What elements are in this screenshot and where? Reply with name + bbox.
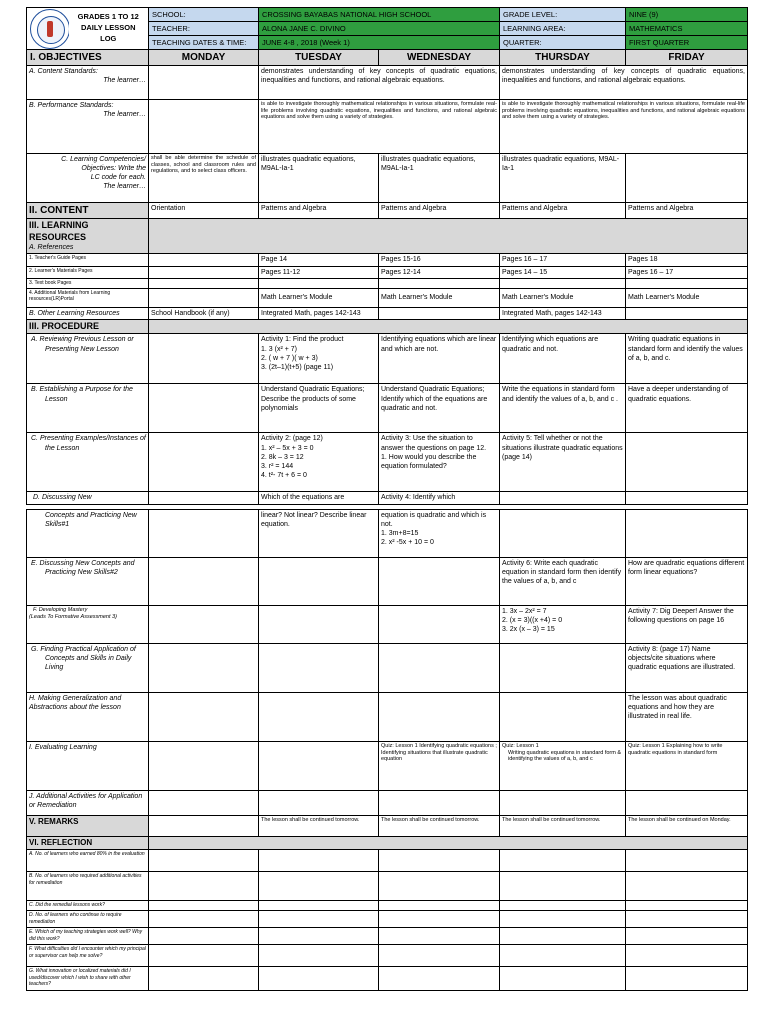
a-tue-line-1: Activity 1: Find the product [261, 336, 344, 344]
h-monday [149, 693, 259, 742]
other-friday [626, 307, 748, 319]
am-thursday: Math Learner's Module [500, 288, 626, 307]
ref-e-friday [626, 928, 748, 945]
ref-d-thursday [500, 911, 626, 928]
other-tuesday: Integrated Math, pages 142-143 [259, 307, 379, 319]
a-friday: Writing quadratic equations in standard form and identify the values of a, b, and c. [626, 334, 748, 384]
performance-standards-label [27, 100, 149, 154]
f-thu-line-2: 2. (x = 3)((x +4) = 0 [502, 617, 563, 625]
ref-d-friday [626, 911, 748, 928]
other-thursday: Integrated Math, pages 142-143 [500, 307, 626, 319]
other-resources-label: B. Other Learning Resources [27, 307, 149, 319]
perf-std-monday [149, 100, 259, 154]
e-friday: How are quadratic equations different form linear equations? [626, 558, 748, 606]
a-monday [149, 334, 259, 384]
ref-e-wednesday [379, 928, 500, 945]
resources-heading-span [149, 219, 748, 254]
ref-f-wednesday [379, 945, 500, 967]
evaluating-learning-label: I. Evaluating Learning [27, 742, 149, 791]
lc-thursday: illustrates quadratic equations, M9AL-Ia-1 [500, 154, 626, 203]
ref-c-wednesday [379, 901, 500, 911]
reflection-c-label: C. Did the remedial lessons work? [27, 901, 149, 911]
day-friday: FRIDAY [626, 50, 748, 66]
d-thursday-top [500, 492, 626, 504]
ref-d-tuesday [259, 911, 379, 928]
purpose-label: B. Establishing a Purpose for the Lesson [27, 384, 149, 433]
quarter-value: FIRST QUARTER [626, 36, 748, 50]
ref-d-wednesday [379, 911, 500, 928]
h-thursday [500, 693, 626, 742]
content-std-tue-wed: demonstrates understanding of key concepts of quadratic equations, inequalities and functions, and rational algebraic equations. [259, 66, 500, 100]
b-thursday: Write the equations in standard form and identify the values of a, b, and c . [500, 384, 626, 433]
teacher-label: TEACHER: [149, 22, 259, 36]
day-tuesday: TUESDAY [259, 50, 379, 66]
f-tuesday [259, 606, 379, 644]
d-thursday [500, 510, 626, 558]
lc-tuesday: illustrates quadratic equations, M9AL-Ia-1 [259, 154, 379, 203]
lc-label-line-3: LC code for each. [90, 174, 146, 182]
f-monday [149, 606, 259, 644]
ref-a-thursday [500, 850, 626, 872]
reflection-heading: VI. REFLECTION [27, 837, 149, 850]
deped-seal-icon [30, 9, 69, 49]
tb-tuesday [259, 278, 379, 288]
ref-c-monday [149, 901, 259, 911]
reflection-f-label: F. What difficulties did I encounter which my principal or supervisor can help me solve? [27, 945, 149, 967]
content-standards-label [27, 66, 149, 100]
d-monday [149, 510, 259, 558]
developing-mastery-title: F. Developing Mastery [33, 607, 88, 613]
content-monday: Orientation [149, 203, 259, 219]
developing-mastery-note: (Leads To Formative Assessment 3) [29, 614, 117, 621]
learning-competencies-label [27, 154, 149, 203]
other-wednesday [379, 307, 500, 319]
grade-value: NINE (9) [626, 8, 748, 22]
ref-e-tuesday [259, 928, 379, 945]
f-wednesday [379, 606, 500, 644]
lc-friday [626, 154, 748, 203]
dates-label: TEACHING DATES & TIME: [149, 36, 259, 50]
dll-title [69, 8, 149, 50]
e-monday [149, 558, 259, 606]
h-wednesday [379, 693, 500, 742]
references-label: A. References [29, 244, 74, 252]
area-label: LEARNING AREA: [500, 22, 626, 36]
learner-text: The learner… [103, 183, 146, 191]
f-friday: Activity 7: Dig Deeper! Answer the following questions on page 16 [626, 606, 748, 644]
g-tuesday [259, 644, 379, 693]
c-wednesday [379, 433, 500, 492]
i-friday: Quiz: Lesson 1 Explaining how to write quadratic equations in standard form [626, 742, 748, 791]
a-wednesday: Identifying equations which are linear and which are not. [379, 334, 500, 384]
developing-mastery-label [27, 606, 149, 644]
ref-e-thursday [500, 928, 626, 945]
lm-pages-label: 2. Learner's Materials Pages [27, 266, 149, 278]
reviewing-lesson-label: A. Reviewing Previous Lesson or Presenting New Lesson [27, 334, 149, 384]
c-tue-line-4: 3. r² = 144 [261, 462, 294, 470]
d-wed-line-1: equation is quadratic and which is not. [381, 512, 487, 529]
i-thu-line-1: Quiz: Lesson 1 [502, 743, 539, 749]
day-monday: MONDAY [149, 50, 259, 66]
e-thursday: Activity 6: Write each quadratic equation in standard form then identify the values of a, b, and c [500, 558, 626, 606]
title-line-2: DAILY LESSON [80, 23, 136, 33]
dll-main-table-page1 [26, 49, 748, 505]
c-tuesday [259, 433, 379, 492]
a-thursday: Identifying which equations are quadratic and not. [500, 334, 626, 384]
dll-header-table [26, 7, 748, 50]
tg-friday: Pages 18 [626, 254, 748, 266]
remarks-tuesday: The lesson shall be continued tomorrow. [259, 816, 379, 837]
resources-title: III. LEARNING RESOURCES [29, 220, 89, 242]
dll-main-table-page2 [26, 509, 748, 991]
g-wednesday [379, 644, 500, 693]
remarks-wednesday: The lesson shall be continued tomorrow. [379, 816, 500, 837]
tg-thursday: Pages 16 – 17 [500, 254, 626, 266]
perf-std-thu-fri: is able to investigate thoroughly mathematical relationships in various situations, formulate real-life problems involving quadratic equations, inequalities and functions, and rational algebraic equations and solve them using a variety of strategies. [500, 100, 748, 154]
j-thursday [500, 791, 626, 816]
c-tue-line-2: 1. x² – 5x + 3 = 0 [261, 444, 314, 452]
ref-f-tuesday [259, 945, 379, 967]
g-friday: Activity 8: (page 17) Name objects/cite situations where quadratic equations are illustrated. [626, 644, 748, 693]
textbook-pages-label: 3. Text book Pages [27, 278, 149, 288]
lm-monday [149, 266, 259, 278]
c-thursday: Activity 5: Tell whether or not the situations illustrate quadratic equations (page 14) [500, 433, 626, 492]
content-std-monday [149, 66, 259, 100]
i-thursday [500, 742, 626, 791]
reflection-heading-span [149, 837, 748, 850]
remarks-thursday: The lesson shall be continued tomorrow. [500, 816, 626, 837]
d-tuesday: linear? Not linear? Describe linear equation. [259, 510, 379, 558]
ref-a-tuesday [259, 850, 379, 872]
lc-monday: shall be able determine the schedule of classes, school and classroom rules and regulations, and to select class officers. [149, 154, 259, 203]
school-value: CROSSING BAYABAS NATIONAL HIGH SCHOOL [259, 8, 500, 22]
tb-wednesday [379, 278, 500, 288]
am-monday [149, 288, 259, 307]
j-friday [626, 791, 748, 816]
b-monday [149, 384, 259, 433]
tb-monday [149, 278, 259, 288]
deped-seal [27, 8, 69, 50]
a-tue-line-4: 3. (2t–1)(t+5) (page 11) [261, 363, 334, 371]
i-thu-line-2: Writing quadratic equations in standard form & identifying the values of a, b, and c [508, 749, 622, 763]
remarks-heading: V. REMARKS [27, 816, 149, 837]
day-thursday: THURSDAY [500, 50, 626, 66]
e-tuesday [259, 558, 379, 606]
ref-b-wednesday [379, 872, 500, 901]
tg-wednesday: Pages 15-16 [379, 254, 500, 266]
c-tue-line-1: Activity 2: (page 12) [261, 435, 323, 443]
tg-tuesday: Page 14 [259, 254, 379, 266]
additional-activities-label: J. Additional Activities for Application or Remediation [27, 791, 149, 816]
a-tue-line-2: 1. 3 (x² + 7) [261, 345, 297, 353]
content-std-thu-fri: demonstrates understanding of key concepts of quadratic equations, inequalities and functions, and rational algebraic equations. [500, 66, 748, 100]
practical-application-label: G. Finding Practical Application of Concepts and Skills in Daily Living [27, 644, 149, 693]
d-monday-top [149, 492, 259, 504]
remarks-friday: The lesson shall be continued on Monday. [626, 816, 748, 837]
reflection-a-label: A. No. of learners who earned 80% in the evaluation [27, 850, 149, 872]
content-tuesday: Patterns and Algebra [259, 203, 379, 219]
reflection-d-label: D. No. of learners who continue to require remediation [27, 911, 149, 928]
procedure-heading-span [149, 319, 748, 334]
lc-label-line-1: C. Learning Competencies/ [61, 156, 146, 163]
tb-friday [626, 278, 748, 288]
ref-b-thursday [500, 872, 626, 901]
resources-heading [27, 219, 149, 254]
a-tuesday [259, 334, 379, 384]
ref-g-tuesday [259, 967, 379, 991]
ref-c-thursday [500, 901, 626, 911]
am-wednesday: Math Learner's Module [379, 288, 500, 307]
performance-standards-title: B. Performance Standards: [29, 102, 114, 109]
ref-e-monday [149, 928, 259, 945]
area-value: MATHEMATICS [626, 22, 748, 36]
d-wed-line-2: 1. 3m+8=15 [381, 530, 419, 538]
other-monday: School Handbook (if any) [149, 307, 259, 319]
d-tuesday-top: Which of the equations are [259, 492, 379, 504]
teacher-value: ALONA JANE C. DIVINO [259, 22, 500, 36]
b-friday: Have a deeper understanding of quadratic equations. [626, 384, 748, 433]
b-wednesday: Understand Quadratic Equations; Identify which of the equations are quadratic and not. [379, 384, 500, 433]
lc-wednesday: illustrates quadratic equations, M9AL-Ia-1 [379, 154, 500, 203]
procedure-heading: III. PROCEDURE [27, 319, 149, 334]
f-thu-line-3: 3. 2x (x – 3) = 15 [502, 626, 555, 634]
ref-g-wednesday [379, 967, 500, 991]
quarter-label: QUARTER: [500, 36, 626, 50]
perf-std-tue-wed: is able to investigate thoroughly mathematical relationships in various situations, formulate real-life problems involving quadratic equations, inequalities and functions, and rational algebraic equations and solve them using a variety of strategies. [259, 100, 500, 154]
ref-a-monday [149, 850, 259, 872]
d-wed-line-3: 2. x² -5x + 10 = 0 [381, 539, 434, 547]
dates-value: JUNE 4-8 , 2018 (Week 1) [259, 36, 500, 50]
h-tuesday [259, 693, 379, 742]
c-wed-line-1: Activity 3: Use the situation to answer the questions on page 12. [381, 435, 487, 452]
j-monday [149, 791, 259, 816]
generalization-label: H. Making Generalization and Abstractions about the lesson [27, 693, 149, 742]
i-tuesday [259, 742, 379, 791]
tg-monday [149, 254, 259, 266]
discussing-new-label-bottom: Concepts and Practicing New Skills#1 [27, 510, 149, 558]
am-friday: Math Learner's Module [626, 288, 748, 307]
lm-thursday: Pages 14 – 15 [500, 266, 626, 278]
content-standards-title: A. Content Standards: [29, 68, 98, 75]
h-friday: The lesson was about quadratic equations and how they are illustrated in real life. [626, 693, 748, 742]
ref-g-friday [626, 967, 748, 991]
content-thursday: Patterns and Algebra [500, 203, 626, 219]
title-line-1: GRADES 1 TO 12 [77, 12, 139, 22]
additional-materials-label: 4. Additional Materials from Learning resources(LR)Portal [27, 288, 149, 307]
a-tue-line-3: 2. ( w + 7 )( w + 3) [261, 354, 318, 362]
g-thursday [500, 644, 626, 693]
am-tuesday: Math Learner's Module [259, 288, 379, 307]
c-friday [626, 433, 748, 492]
d-friday [626, 510, 748, 558]
lm-wednesday: Pages 12-14 [379, 266, 500, 278]
ref-f-thursday [500, 945, 626, 967]
discussing-new-2-label: E. Discussing New Concepts and Practicing New Skills#2 [27, 558, 149, 606]
b-tuesday: Understand Quadratic Equations; Describe the products of some polynomials [259, 384, 379, 433]
ref-d-monday [149, 911, 259, 928]
j-wednesday [379, 791, 500, 816]
content-wednesday: Patterns and Algebra [379, 203, 500, 219]
c-wed-line-2: 1. How would you describe the equation formulated? [381, 453, 477, 470]
grade-label: GRADE LEVEL: [500, 8, 626, 22]
discussing-new-label-top: D. Discussing New [27, 492, 149, 504]
c-tue-line-5: 4. t²- 7t + 6 = 0 [261, 471, 307, 479]
e-wednesday [379, 558, 500, 606]
ref-f-monday [149, 945, 259, 967]
title-line-3: LOG [100, 33, 117, 43]
school-label: SCHOOL: [149, 8, 259, 22]
d-friday-top [626, 492, 748, 504]
c-monday [149, 433, 259, 492]
day-wednesday: WEDNESDAY [379, 50, 500, 66]
ref-f-friday [626, 945, 748, 967]
reflection-g-label: G. What innovation or localized materials did I used/discover which I wish to share with other teachers? [27, 967, 149, 991]
ref-a-friday [626, 850, 748, 872]
d-wednesday [379, 510, 500, 558]
tb-thursday [500, 278, 626, 288]
ref-g-thursday [500, 967, 626, 991]
lm-tuesday: Pages 11-12 [259, 266, 379, 278]
lc-label-line-2: Objectives: Write the [81, 165, 146, 173]
f-thu-line-1: 1. 3x – 2x² = 7 [502, 608, 547, 615]
reflection-e-label: E. Which of my teaching strategies work well? Why did this work? [27, 928, 149, 945]
f-thursday [500, 606, 626, 644]
i-monday [149, 742, 259, 791]
content-heading: II. CONTENT [27, 203, 149, 219]
objectives-heading: I. OBJECTIVES [27, 50, 149, 66]
content-friday: Patterns and Algebra [626, 203, 748, 219]
presenting-examples-label: C. Presenting Examples/Instances of the Lesson [27, 433, 149, 492]
g-monday [149, 644, 259, 693]
j-tuesday [259, 791, 379, 816]
ref-b-monday [149, 872, 259, 901]
ref-b-friday [626, 872, 748, 901]
learner-text: The learner… [103, 77, 146, 85]
ref-g-monday [149, 967, 259, 991]
tg-pages-label: 1. Teacher's Guide Pages [27, 254, 149, 266]
reflection-b-label: B. No. of learners who required additional activities for remediation [27, 872, 149, 901]
ref-c-friday [626, 901, 748, 911]
ref-a-wednesday [379, 850, 500, 872]
remarks-monday [149, 816, 259, 837]
lm-friday: Pages 16 – 17 [626, 266, 748, 278]
i-wednesday: Quiz: Lesson 1 Identifying quadratic equations ; Identifying situations that illustrate quadratic equation [379, 742, 500, 791]
d-wednesday-top: Activity 4: Identify which [379, 492, 500, 504]
ref-c-tuesday [259, 901, 379, 911]
ref-b-tuesday [259, 872, 379, 901]
c-tue-line-3: 2. 8k – 3 = 12 [261, 453, 304, 461]
learner-text: The learner… [103, 111, 146, 119]
